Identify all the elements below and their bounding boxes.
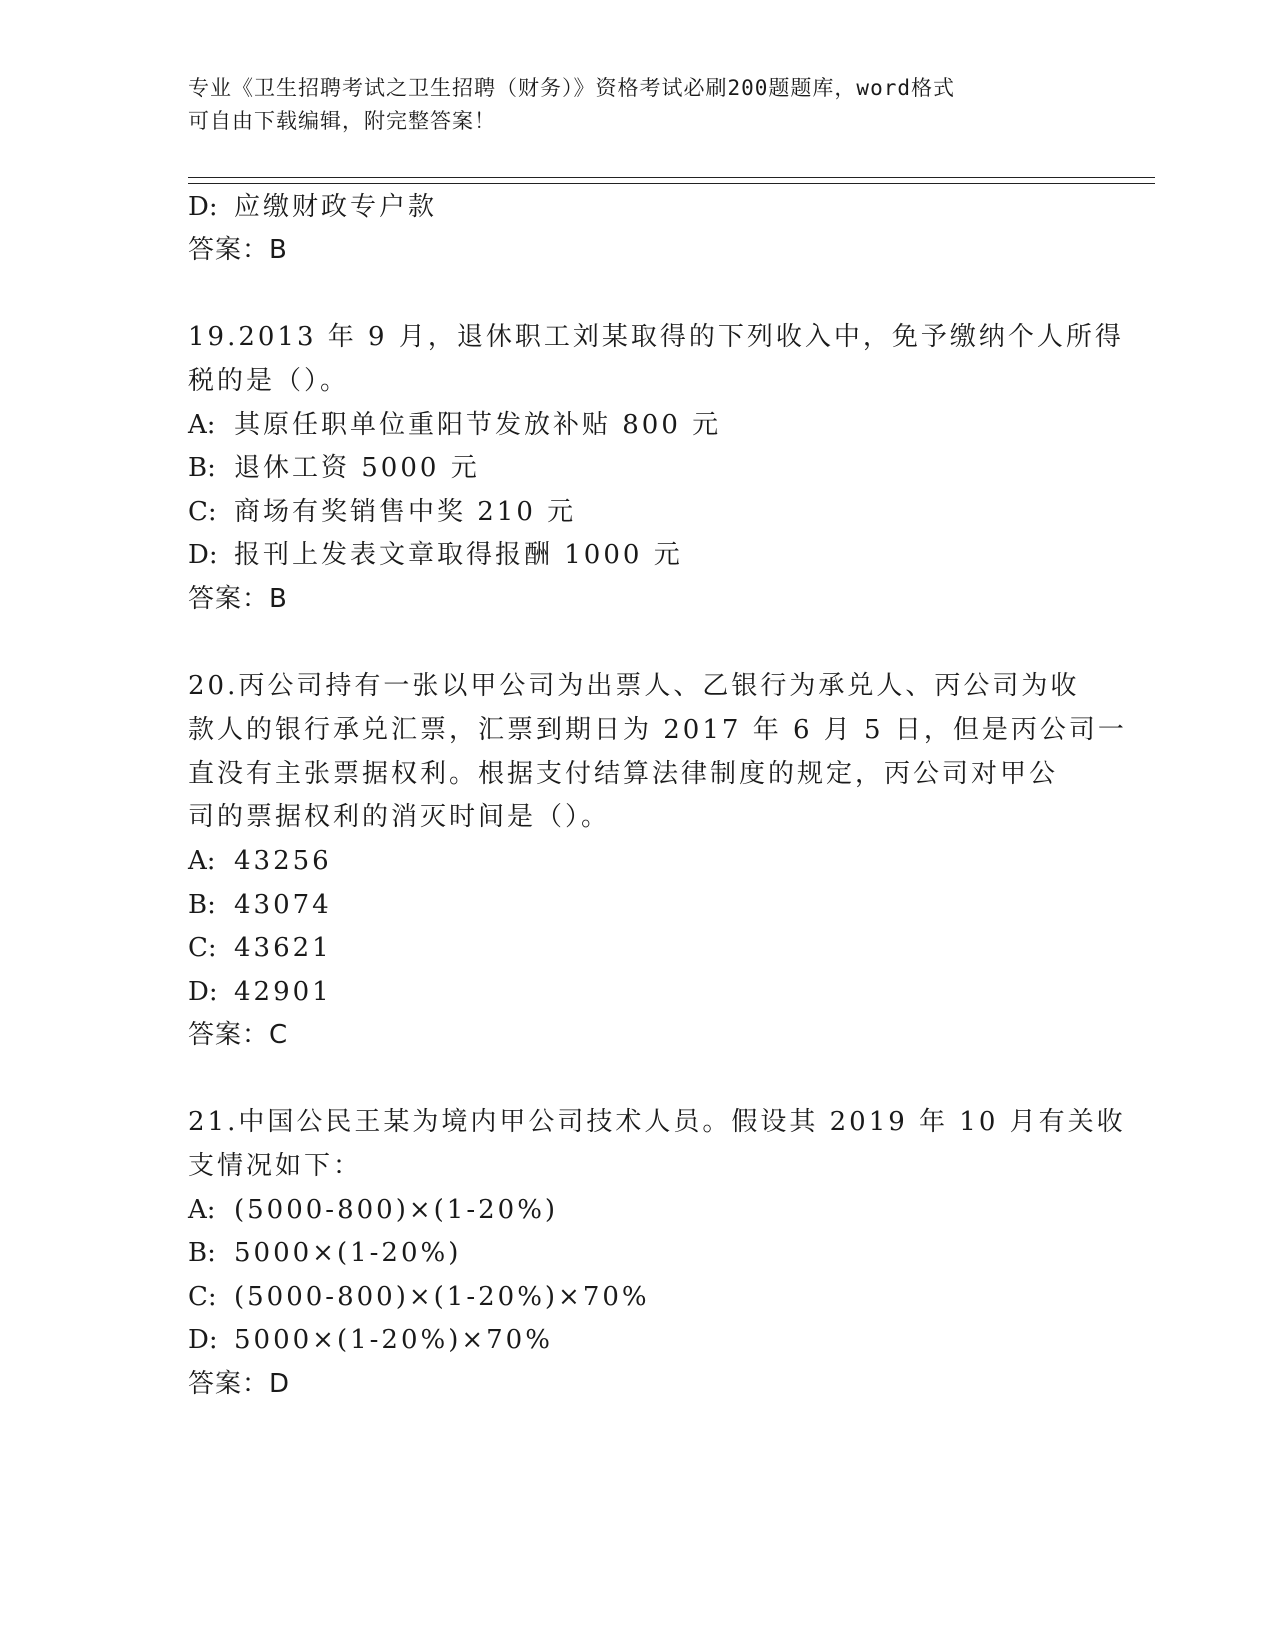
header-line-1: 专业《卫生招聘考试之卫生招聘（财务）》资格考试必刷200题题库，word格式 xyxy=(188,76,955,100)
header-rule-bottom xyxy=(188,183,1155,184)
q19-answer: 答案：B xyxy=(188,584,288,614)
option-label: B: xyxy=(188,890,216,920)
option-label: C: xyxy=(188,497,217,527)
prev-answer: 答案：B xyxy=(188,235,288,265)
option-label: D: xyxy=(188,540,218,570)
option-text: 应缴财政专户款 xyxy=(234,192,438,222)
q20-stem-line-2: 款人的银行承兑汇票，汇票到期日为 2017 年 6 月 5 日，但是丙公司一 xyxy=(188,715,1127,745)
option-label: D: xyxy=(188,192,218,222)
q21-answer: 答案：D xyxy=(188,1369,291,1399)
option-text: 43074 xyxy=(234,890,332,920)
q21-option-d xyxy=(188,1325,553,1355)
document-header xyxy=(188,72,1088,138)
option-label: A: xyxy=(188,1195,216,1225)
header-rule-top xyxy=(188,177,1155,178)
option-label: C: xyxy=(188,933,217,963)
q21-stem-line-1: 21.中国公民王某为境内甲公司技术人员。假设其 2019 年 10 月有关收 xyxy=(188,1107,1126,1137)
q20-stem-line-3: 直没有主张票据权利。根据支付结算法律制度的规定，丙公司对甲公 xyxy=(188,759,1059,789)
option-text: 5000×(1-20%)×70% xyxy=(234,1325,553,1355)
option-label: D: xyxy=(188,977,218,1007)
header-line-2: 可自由下载编辑，附完整答案！ xyxy=(188,109,496,133)
option-label: A: xyxy=(188,846,216,876)
option-text: (5000-800)×(1-20%) xyxy=(234,1195,559,1225)
option-label: B: xyxy=(188,1238,216,1268)
q21-option-a xyxy=(188,1195,558,1225)
q21-option-c xyxy=(188,1282,650,1312)
option-label: C: xyxy=(188,1282,217,1312)
q20-option-c xyxy=(188,933,332,963)
option-text: 43256 xyxy=(234,846,332,876)
prev-option-d xyxy=(188,192,437,222)
option-text: 报刊上发表文章取得报酬 1000 元 xyxy=(234,540,683,570)
option-text: 商场有奖销售中奖 210 元 xyxy=(234,497,577,527)
q19-option-a xyxy=(188,410,721,440)
q19-option-c xyxy=(188,497,576,527)
q20-stem-line-1: 20.丙公司持有一张以甲公司为出票人、乙银行为承兑人、丙公司为收 xyxy=(188,671,1080,701)
option-label: A: xyxy=(188,410,216,440)
option-text: (5000-800)×(1-20%)×70% xyxy=(234,1282,650,1312)
q20-option-a xyxy=(188,846,332,876)
option-text: 42901 xyxy=(234,977,332,1007)
option-text: 其原任职单位重阳节发放补贴 800 元 xyxy=(234,410,722,440)
option-label: B: xyxy=(188,453,216,483)
q21-option-b xyxy=(188,1238,461,1268)
option-label: D: xyxy=(188,1325,218,1355)
q19-stem-line-2: 税的是（）。 xyxy=(188,366,350,396)
q20-answer: 答案：C xyxy=(188,1020,289,1050)
q20-option-b xyxy=(188,890,332,920)
option-text: 43621 xyxy=(234,933,332,963)
q19-option-b xyxy=(188,453,480,483)
q19-stem-line-1: 19.2013 年 9 月，退休职工刘某取得的下列收入中，免予缴纳个人所得 xyxy=(188,322,1124,352)
option-text: 退休工资 5000 元 xyxy=(234,453,480,483)
q20-stem-line-4: 司的票据权利的消灭时间是（）。 xyxy=(188,802,611,832)
q19-option-d xyxy=(188,540,683,570)
q21-stem-line-2: 支情况如下： xyxy=(188,1151,363,1181)
q20-option-d xyxy=(188,977,332,1007)
option-text: 5000×(1-20%) xyxy=(234,1238,462,1268)
